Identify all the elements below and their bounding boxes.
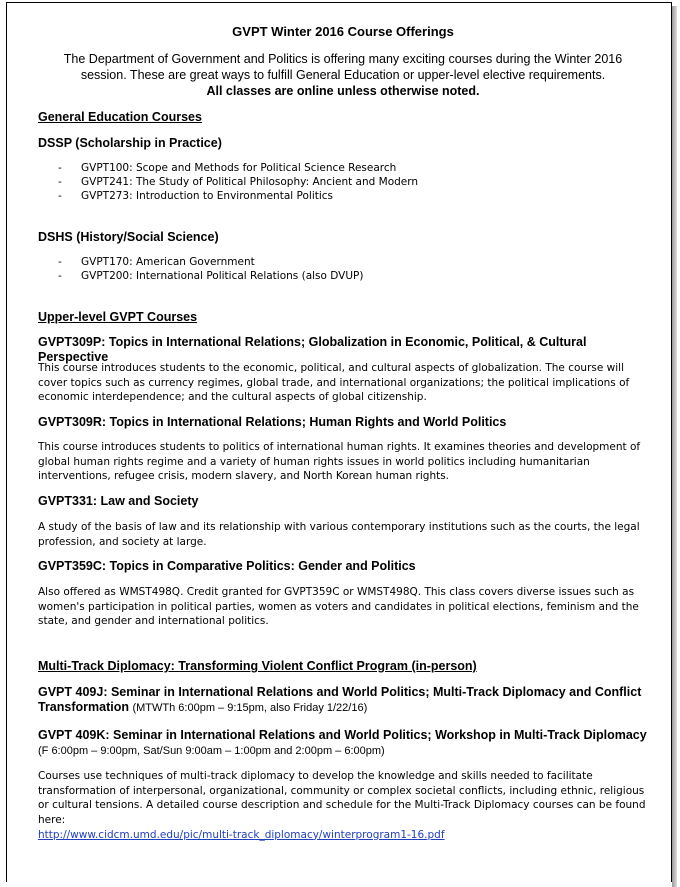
page-shadow: [672, 6, 677, 887]
course-title: GVPT309R: Topics in International Relations; Human Rights and World Politics: [38, 415, 507, 429]
course-schedule: (MTWTh 6:00pm – 9:15pm, also Friday 1/22/16): [132, 702, 368, 714]
intro-line-2: session. These are great ways to fulfill General Education or upper-level elective requirements.: [80, 68, 606, 82]
list-item: - GVPT241: The Study of Political Philosophy: Ancient and Modern: [58, 176, 419, 188]
course-title: GVPT309P: Topics in International Relations; Globalization in Economic, Political, & Cultural Perspective: [38, 335, 587, 364]
gen-ed-heading: General Education Courses: [38, 110, 202, 124]
mtd-course-409k: [38, 728, 648, 759]
intro-line-1: The Department of Government and Politics is offering many exciting courses during the Winter 2016: [63, 52, 623, 66]
course-description: Also offered as WMST498Q. Credit granted for GVPT359C or WMST498Q. This class covers diverse issues such as women's participation in political parties, women as voters and candidates in political elections, feminism and the state, and gender and international politics.: [38, 586, 639, 628]
course-description: This course introduces students to the economic, political, and cultural aspects of globalization. The course will cover topics such as currency regimes, global trade, and international organizations; the political implications of economic interdependence; and the cultural aspects of global citizenship.: [38, 362, 630, 404]
dssp-heading: DSSP (Scholarship in Practice): [38, 136, 222, 150]
intro-online-note: All classes are online unless otherwise noted.: [206, 84, 480, 98]
intro-paragraph: [38, 51, 648, 99]
mtd-description-text: Courses use techniques of multi-track diplomacy to develop the knowledge and skills needed to facilitate transformation of interpersonal, organizational, community or complex societal conflicts, including ethnic, religious or cultural tensions. A detailed course description and schedule for the Multi-Track Diplomacy courses can be found here:: [38, 770, 646, 827]
dshs-course-list: [58, 255, 363, 283]
course-description: A study of the basis of law and its relationship with various contemporary institutions such as the courts, the legal profession, and society at large.: [38, 521, 640, 548]
list-item: - GVPT273: Introduction to Environmental Politics: [58, 190, 334, 202]
page-title: GVPT Winter 2016 Course Offerings: [232, 24, 454, 39]
course-title: GVPT359C: Topics in Comparative Politics: Gender and Politics: [38, 559, 416, 573]
dssp-course-list: [58, 161, 418, 203]
course-schedule: (F 6:00pm – 9:00pm, Sat/Sun 9:00am – 1:00pm and 2:00pm – 6:00pm): [38, 745, 385, 757]
course-title: GVPT 409J: Seminar in International Relations and World Politics; Multi-Track Diplomacy and Conflict Transformation: [38, 685, 642, 714]
dshs-heading: DSHS (History/Social Science): [38, 230, 219, 244]
mtd-description: [38, 769, 648, 843]
course-description: This course introduces students to politics of international human rights. It examines theories and development of global human rights regime and a variety of human rights issues in world politics including humanitarian interventions, refugee crisis, modern slavery, and North Korean human rights.: [38, 441, 641, 483]
list-item: - GVPT170: American Government: [58, 256, 255, 268]
list-item: - GVPT100: Scope and Methods for Political Science Research: [58, 162, 397, 174]
mtd-course-409j: [38, 685, 648, 716]
upper-level-heading: Upper-level GVPT Courses: [38, 310, 198, 324]
course-title: GVPT331: Law and Society: [38, 494, 199, 508]
mtd-heading: Multi-Track Diplomacy: Transforming Violent Conflict Program (in-person): [38, 659, 477, 673]
list-item: - GVPT200: International Political Relations (also DVUP): [58, 270, 364, 282]
program-link[interactable]: http://www.cidcm.umd.edu/pic/multi-track_diplomacy/winterprogram1-16.pdf: [38, 828, 445, 841]
course-title: GVPT 409K: Seminar in International Relations and World Politics; Workshop in Multi-Track Diplomacy: [38, 728, 647, 742]
